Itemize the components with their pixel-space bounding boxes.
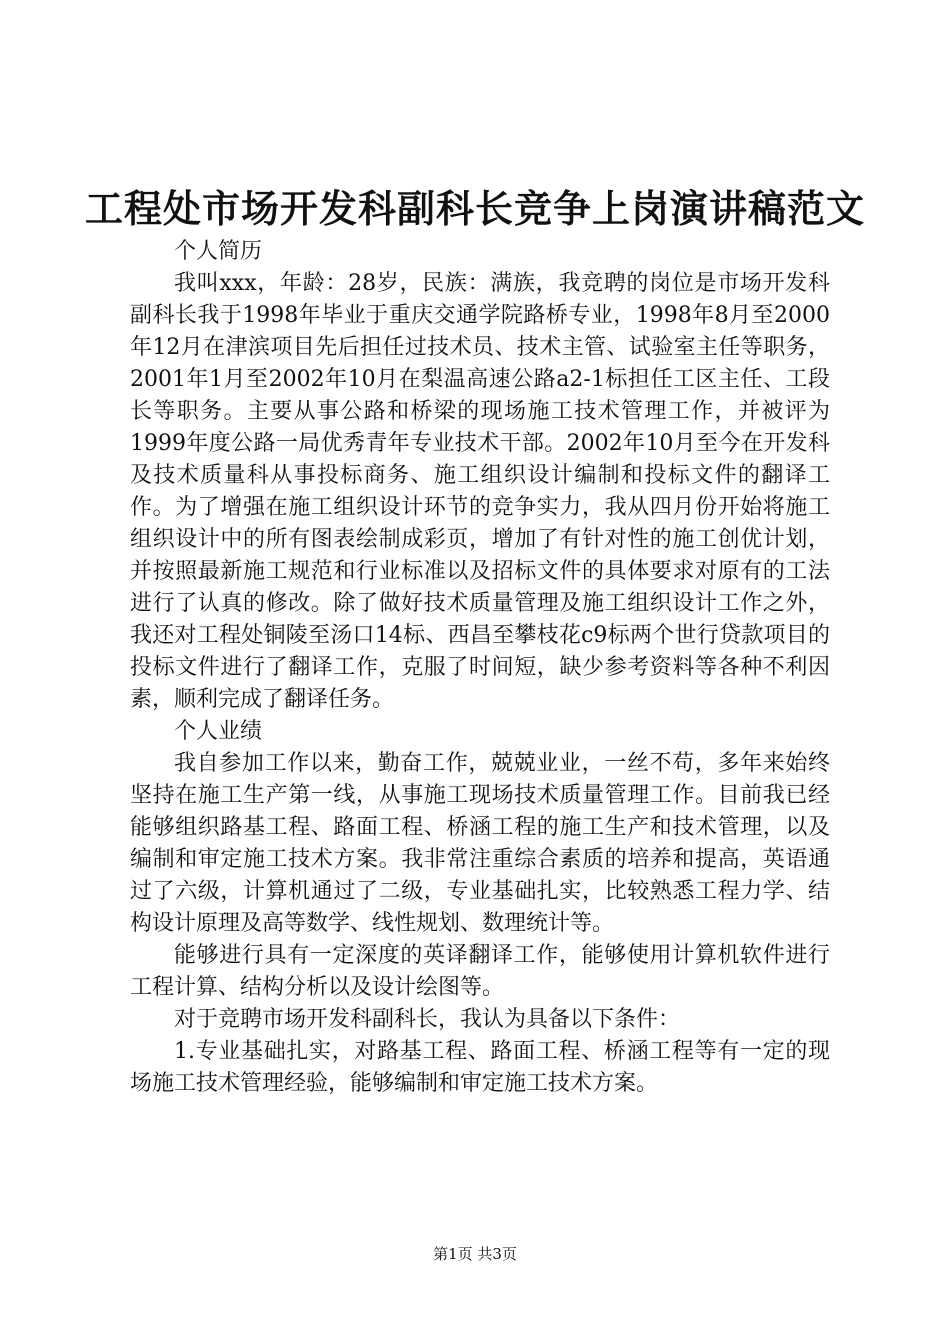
paragraph-conditions-intro: 对于竞聘市场开发科副科长，我认为具备以下条件： (174, 1007, 681, 1032)
paragraph-resume: 我叫xxx，年龄：28岁，民族：满族，我竞聘的岗位是市场开发科副科长我于1998年毕业于重庆交通学院路桥专业，1998年8月至2000年12月在津滨项目先后担任过技术员、技术主管、试验室主任等职务，2001年1月至2002年10月在梨温高速公路a2-1标担任工区主任、工段长等职务。主要从事公路和桥梁的现场施工技术管理工作，并被评为1999年度公路一局优秀青年专业技术干部。2002年10月至今在开发科及技术质量科从事投标商务、施工组织设计编制和投标文件的翻译工作。为了增强在施工组织设计环节的竞争实力，我从四月份开始将施工组织设计中的所有图表绘制成彩页，增加了有针对性的施工创优计划，并按照最新施工规范和行业标准以及招标文件的具体要求对原有的工法进行了认真的修改。除了做好技术质量管理及施工组织设计工作之外，我还对工程处铜陵至汤口14标、西昌至攀枝花c9标两个世行贷款项目的投标文件进行了翻译工作，克服了时间短，缺少参考资料等各种不利因素，顺利完成了翻译任务。 (130, 271, 830, 712)
paragraph-translation-skills: 能够进行具有一定深度的英译翻译工作，能够使用计算机软件进行工程计算、结构分析以及设计绘图等。 (130, 943, 830, 1000)
section-heading-resume: 个人简历 (174, 239, 263, 264)
section-heading-achievements: 个人业绩 (174, 719, 263, 744)
document-title: 工程处市场开发科副科长竞争上岗演讲稿范文 (84, 186, 865, 231)
paragraph-condition-1: 1.专业基础扎实，对路基工程、路面工程、桥涵工程等有一定的现场施工技术管理经验，能够编制和审定施工技术方案。 (130, 1039, 830, 1096)
document-body (130, 236, 830, 1100)
page-footer: 第1页 共3页 (433, 1245, 517, 1263)
paragraph-achievements: 我自参加工作以来，勤奋工作，兢兢业业，一丝不苟，多年来始终坚持在施工生产第一线，从事施工现场技术质量管理工作。目前我已经能够组织路基工程、路面工程、桥涵工程的施工生产和技术管理，以及编制和审定施工技术方案。我非常注重综合素质的培养和提高，英语通过了六级，计算机通过了二级，专业基础扎实，比较熟悉工程力学、结构设计原理及高等数学、线性规划、数理统计等。 (130, 751, 830, 936)
